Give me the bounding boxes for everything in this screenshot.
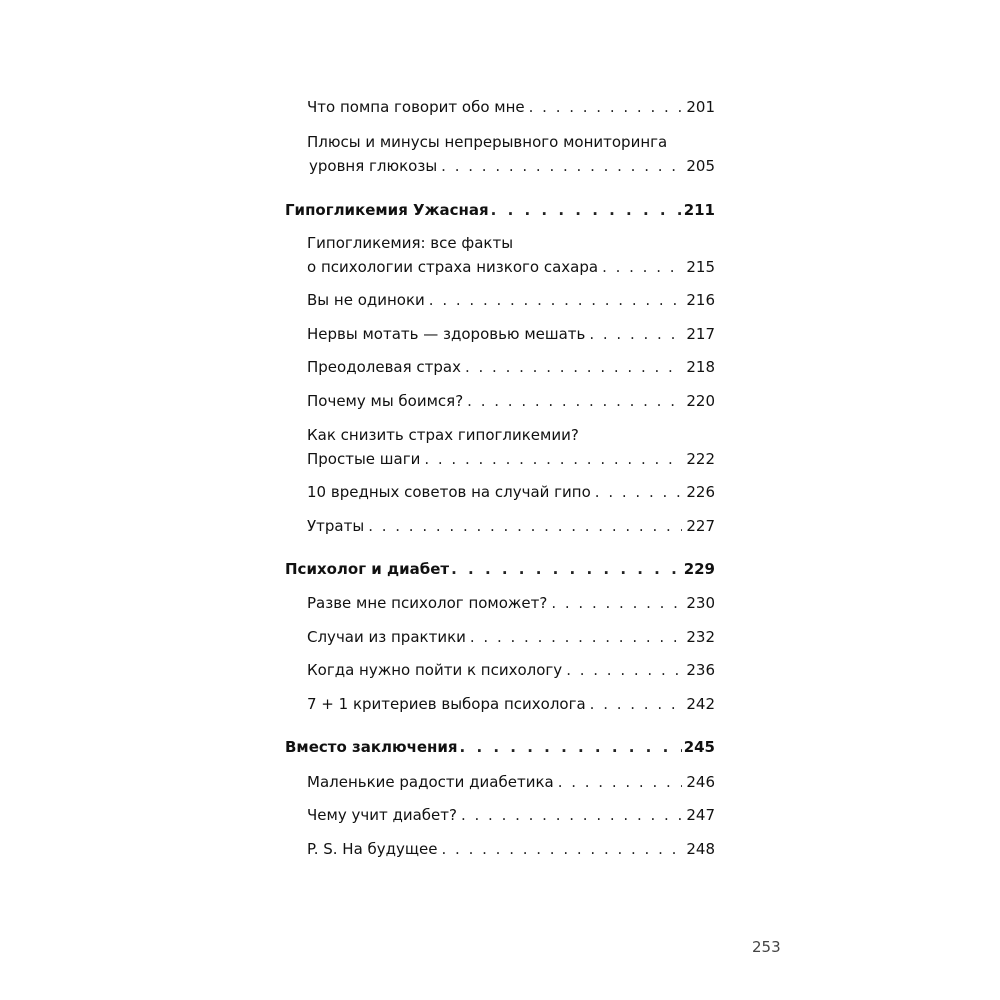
toc-entry-page: 218 — [686, 358, 715, 376]
toc-entry — [285, 390, 715, 412]
toc-entry-title: Простые шаги — [307, 450, 421, 468]
toc-entry-title: Чему учит диабет? — [307, 806, 457, 824]
dot-leader — [368, 515, 682, 537]
toc-entry-page: 217 — [686, 325, 715, 343]
toc-entry-page: 246 — [686, 773, 715, 791]
toc-entry — [285, 448, 715, 470]
toc-entry-page: 215 — [686, 258, 715, 276]
dot-leader — [602, 256, 682, 278]
toc-entry — [285, 771, 715, 793]
toc-entry-title: 7 + 1 критериев выбора психолога — [307, 695, 586, 713]
toc-entry — [285, 626, 715, 648]
toc-entry — [285, 96, 715, 118]
page-number: 253 — [752, 938, 781, 956]
dot-leader — [566, 659, 682, 681]
dot-leader — [442, 838, 683, 860]
dot-leader — [465, 356, 682, 378]
toc-entry — [285, 592, 715, 614]
toc-entry — [285, 356, 715, 378]
dot-leader — [470, 626, 682, 648]
toc-chapter-title: Вместо заключения — [285, 738, 458, 756]
dot-leader — [529, 96, 683, 118]
toc-entry-page: 230 — [686, 594, 715, 612]
dot-leader — [461, 804, 682, 826]
toc-entry-page: 201 — [686, 98, 715, 116]
toc-entry-page: 248 — [686, 840, 715, 858]
toc-chapter-page: 245 — [683, 738, 715, 756]
dot-leader — [491, 199, 682, 221]
toc-entry-title: Почему мы боимся? — [307, 392, 464, 410]
toc-entry-title-line1: Гипогликемия: все факты — [307, 234, 514, 252]
toc-entry — [285, 838, 715, 860]
dot-leader — [558, 771, 683, 793]
toc-entry-page: 222 — [686, 450, 715, 468]
toc-entry-page: 205 — [686, 157, 715, 175]
toc-entry — [285, 515, 715, 537]
toc-chapter-page: 229 — [683, 560, 715, 578]
toc-entry-page: 236 — [686, 661, 715, 679]
toc-entry — [285, 693, 715, 715]
toc-entry — [287, 155, 715, 177]
toc-entry-page: 220 — [686, 392, 715, 410]
toc-chapter — [285, 199, 715, 221]
toc-entry-page: 247 — [686, 806, 715, 824]
dot-leader — [451, 558, 682, 580]
dot-leader — [441, 155, 682, 177]
toc-entry-title: Разве мне психолог поможет? — [307, 594, 548, 612]
toc-entry-title: Преодолевая страх — [307, 358, 461, 376]
toc-entry-title-line1: Плюсы и минусы непрерывного мониторинга — [307, 133, 668, 151]
toc-entry-page: 216 — [686, 291, 715, 309]
toc-entry-title: о психологии страха низкого сахара — [307, 258, 599, 276]
toc-entry — [285, 289, 715, 311]
toc-entry — [285, 323, 715, 345]
toc-entry-title: Маленькие радости диабетика — [307, 773, 554, 791]
toc-entry — [285, 256, 715, 278]
toc-entry — [285, 659, 715, 681]
dot-leader — [424, 448, 682, 470]
toc-entry-page: 232 — [686, 628, 715, 646]
toc-entry-title: Когда нужно пойти к психологу — [307, 661, 563, 679]
toc-entry-title: Нервы мотать — здоровью мешать — [307, 325, 586, 343]
toc-entry-title: 10 вредных советов на случай гипо — [307, 483, 591, 501]
toc-chapter-title: Психолог и диабет — [285, 560, 450, 578]
toc-entry-title: Случаи из практики — [307, 628, 466, 646]
toc-entry — [285, 804, 715, 826]
toc-entry-page: 227 — [686, 517, 715, 535]
toc-entry — [285, 481, 715, 503]
dot-leader — [590, 693, 683, 715]
dot-leader — [551, 592, 682, 614]
toc-entry-title: Вы не одиноки — [307, 291, 425, 309]
dot-leader — [595, 481, 683, 503]
dot-leader — [589, 323, 682, 345]
toc-entry-page: 242 — [686, 695, 715, 713]
toc-entry-title: Утраты — [307, 517, 365, 535]
toc-chapter — [285, 558, 715, 580]
dot-leader — [467, 390, 682, 412]
dot-leader — [460, 736, 682, 758]
toc-entry-page: 226 — [686, 483, 715, 501]
toc-entry-title: Что помпа говорит обо мне — [307, 98, 525, 116]
toc-entry-title-line1: Как снизить страх гипогликемии? — [307, 426, 579, 444]
toc-chapter-title: Гипогликемия Ужасная — [285, 201, 489, 219]
toc-entry-title: уровня глюкозы — [309, 157, 438, 175]
toc-entry-title: P. S. На будущее — [307, 840, 438, 858]
dot-leader — [429, 289, 683, 311]
toc-chapter — [285, 736, 715, 758]
toc-chapter-page: 211 — [683, 201, 715, 219]
